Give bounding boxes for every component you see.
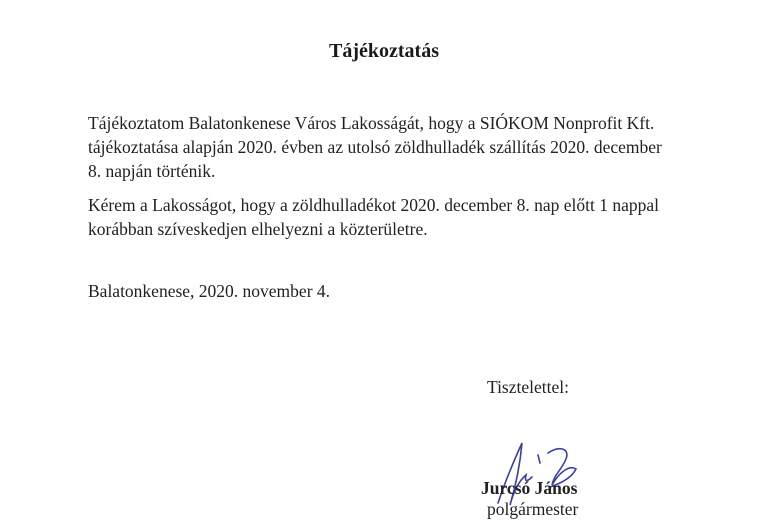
document-title: Tájékoztatás xyxy=(329,40,439,62)
place-date: Balatonkenese, 2020. november 4. xyxy=(88,281,331,301)
paragraph1-line1: Tájékoztatom Balatonkenese Város Lakosságát, hogy a SIÓKOM Nonprofit Kft. xyxy=(88,113,655,133)
paragraph2-line1: Kérem a Lakosságot, hogy a zöldhulladékot 2020. december 8. nap előtt 1 nappal xyxy=(88,195,660,215)
signatory-name: Jurcsó János xyxy=(481,478,578,498)
paragraph1-line3: 8. napján történik. xyxy=(88,161,216,181)
paragraph2-line2: korábban szíveskedjen elhelyezni a közterületre. xyxy=(88,219,428,239)
signatory-position: polgármester xyxy=(487,499,579,519)
paragraph1-line2: tájékoztatása alapján 2020. évben az utolsó zöldhulladék szállítás 2020. december xyxy=(88,137,662,157)
closing: Tisztelettel: xyxy=(487,377,569,397)
